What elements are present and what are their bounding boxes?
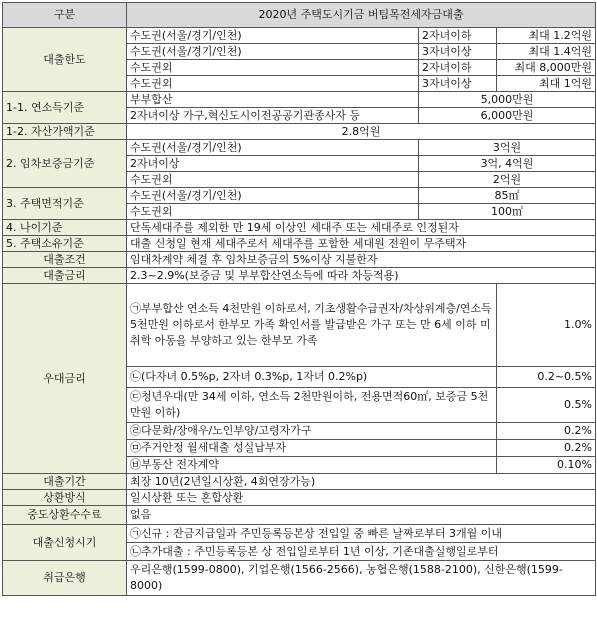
rate-value: 2.3~2.9%(보증금 및 부부합산연소득에 따라 차등적용) bbox=[127, 268, 596, 284]
deposit-label: 2. 임차보증금기준 bbox=[3, 140, 127, 188]
apply-text: ㉠신규 : 잔금지급일과 주민등록등본상 전입일 중 빠른 날짜로부터 3개월 이내 bbox=[127, 525, 596, 543]
area-std-label: 3. 주택면적기준 bbox=[3, 188, 127, 220]
pref-rate-text: ㉤주거안정 월세대출 성실납부자 bbox=[127, 440, 497, 457]
asset-value: 2.8억원 bbox=[127, 124, 596, 140]
deposit-value: 2억원 bbox=[419, 172, 596, 188]
pref-rate-label: 우대금리 bbox=[3, 284, 127, 474]
loan-limit-area: 수도권외 bbox=[127, 76, 419, 92]
loan-limit-amount: 최대 1.4억원 bbox=[497, 44, 596, 60]
rate-label: 대출금리 bbox=[3, 268, 127, 284]
pref-rate-value: 0.2% bbox=[497, 440, 596, 457]
banks-label: 취급은행 bbox=[3, 561, 127, 596]
pref-rate-text: ㉢청년우대(만 34세 이하, 연소득 2천만원이하, 전용면적60㎡, 보증금 5천만원 이하) bbox=[127, 388, 497, 423]
income-value: 5,000만원 bbox=[419, 92, 596, 108]
deposit-cond: 수도권(서울/경기/인천) bbox=[127, 140, 419, 156]
repay-value: 일시상환 또는 혼합상환 bbox=[127, 490, 596, 506]
income-cond: 부부합산 bbox=[127, 92, 419, 108]
income-cond: 2자녀이상 가구,혁신도시이전공공기관종사자 등 bbox=[127, 108, 419, 124]
pref-rate-value: 0.2% bbox=[497, 423, 596, 440]
age-label: 4. 나이기준 bbox=[3, 220, 127, 236]
deposit-cond: 2자녀이상 bbox=[127, 156, 419, 172]
asset-label: 1-2. 자산가액기준 bbox=[3, 124, 127, 140]
repay-label: 상환방식 bbox=[3, 490, 127, 506]
loan-limit-kids: 2자녀이하 bbox=[419, 60, 497, 76]
fee-value: 없음 bbox=[127, 506, 596, 525]
area-std-cond: 수도권외 bbox=[127, 204, 419, 220]
income-label: 1-1. 연소득기준 bbox=[3, 92, 127, 124]
loan-limit-area: 수도권외 bbox=[127, 60, 419, 76]
term-label: 대출기간 bbox=[3, 474, 127, 490]
condition-value: 임대차계약 체결 후 임차보증금의 5%이상 지불한자 bbox=[127, 252, 596, 268]
house-label: 5. 주택소유기준 bbox=[3, 236, 127, 252]
pref-rate-value: 0.2~0.5% bbox=[497, 367, 596, 388]
loan-limit-area: 수도권(서울/경기/인천) bbox=[127, 44, 419, 60]
pref-rate-text: ㉡(다자녀 0.5%p, 2자녀 0.3%p, 1자녀 0.2%p) bbox=[127, 367, 497, 388]
header-category: 구분 bbox=[3, 3, 127, 28]
income-value: 6,000만원 bbox=[419, 108, 596, 124]
age-value: 단독세대주를 제외한 만 19세 이상인 세대주 또는 세대주로 인정된자 bbox=[127, 220, 596, 236]
loan-info-table bbox=[2, 2, 596, 596]
condition-label: 대출조건 bbox=[3, 252, 127, 268]
loan-limit-amount: 최대 8,000만원 bbox=[497, 60, 596, 76]
loan-limit-kids: 3자녀이상 bbox=[419, 76, 497, 92]
loan-limit-area: 수도권(서울/경기/인천) bbox=[127, 28, 419, 44]
deposit-value: 3억, 4억원 bbox=[419, 156, 596, 172]
deposit-cond: 수도권외 bbox=[127, 172, 419, 188]
area-std-value: 100㎡ bbox=[419, 204, 596, 220]
apply-text: ㉡추가대출 : 주민등록등본 상 전입일로부터 1년 이상, 기존대출실행일로부터 bbox=[127, 543, 596, 561]
banks-value: 우리은행(1599-0800), 기업은행(1566-2566), 농협은행(1588-2100), 신한은행(1599-8000) bbox=[127, 561, 596, 596]
loan-limit-amount: 최대 1.2억원 bbox=[497, 28, 596, 44]
pref-rate-value: 1.0% bbox=[497, 284, 596, 367]
house-value: 대출 신청일 현재 세대주로서 세대주를 포함한 세대원 전원이 무주택자 bbox=[127, 236, 596, 252]
apply-label: 대출신청시기 bbox=[3, 525, 127, 561]
pref-rate-value: 0.5% bbox=[497, 388, 596, 423]
loan-limit-kids: 3자녀이상 bbox=[419, 44, 497, 60]
pref-rate-value: 0.10% bbox=[497, 457, 596, 474]
deposit-value: 3억원 bbox=[419, 140, 596, 156]
fee-label: 중도상환수수료 bbox=[3, 506, 127, 525]
loan-limit-label: 대출한도 bbox=[3, 28, 127, 92]
loan-limit-amount: 최대 1억원 bbox=[497, 76, 596, 92]
term-value: 최장 10년(2년일시상환, 4회연장가능) bbox=[127, 474, 596, 490]
pref-rate-text: ㉣다문화/장애우/노인부양/고령자가구 bbox=[127, 423, 497, 440]
pref-rate-text: ㉠부부합산 연소득 4천만원 이하로서, 기초생활수급권자/차상위계층/연소득 5천만원 이하로서 한부모 가족 확인서를 발급받은 가구 또는 만 6세 이하 미취학 아동을 부양하고 있는 한부모 가족 bbox=[127, 284, 497, 367]
loan-limit-kids: 2자녀이하 bbox=[419, 28, 497, 44]
header-title: 2020년 주택도시기금 버팀목전세자금대출 bbox=[127, 3, 596, 28]
area-std-cond: 수도권(서울/경기/인천) bbox=[127, 188, 419, 204]
pref-rate-text: ㉥부동산 전자계약 bbox=[127, 457, 497, 474]
area-std-value: 85㎡ bbox=[419, 188, 596, 204]
